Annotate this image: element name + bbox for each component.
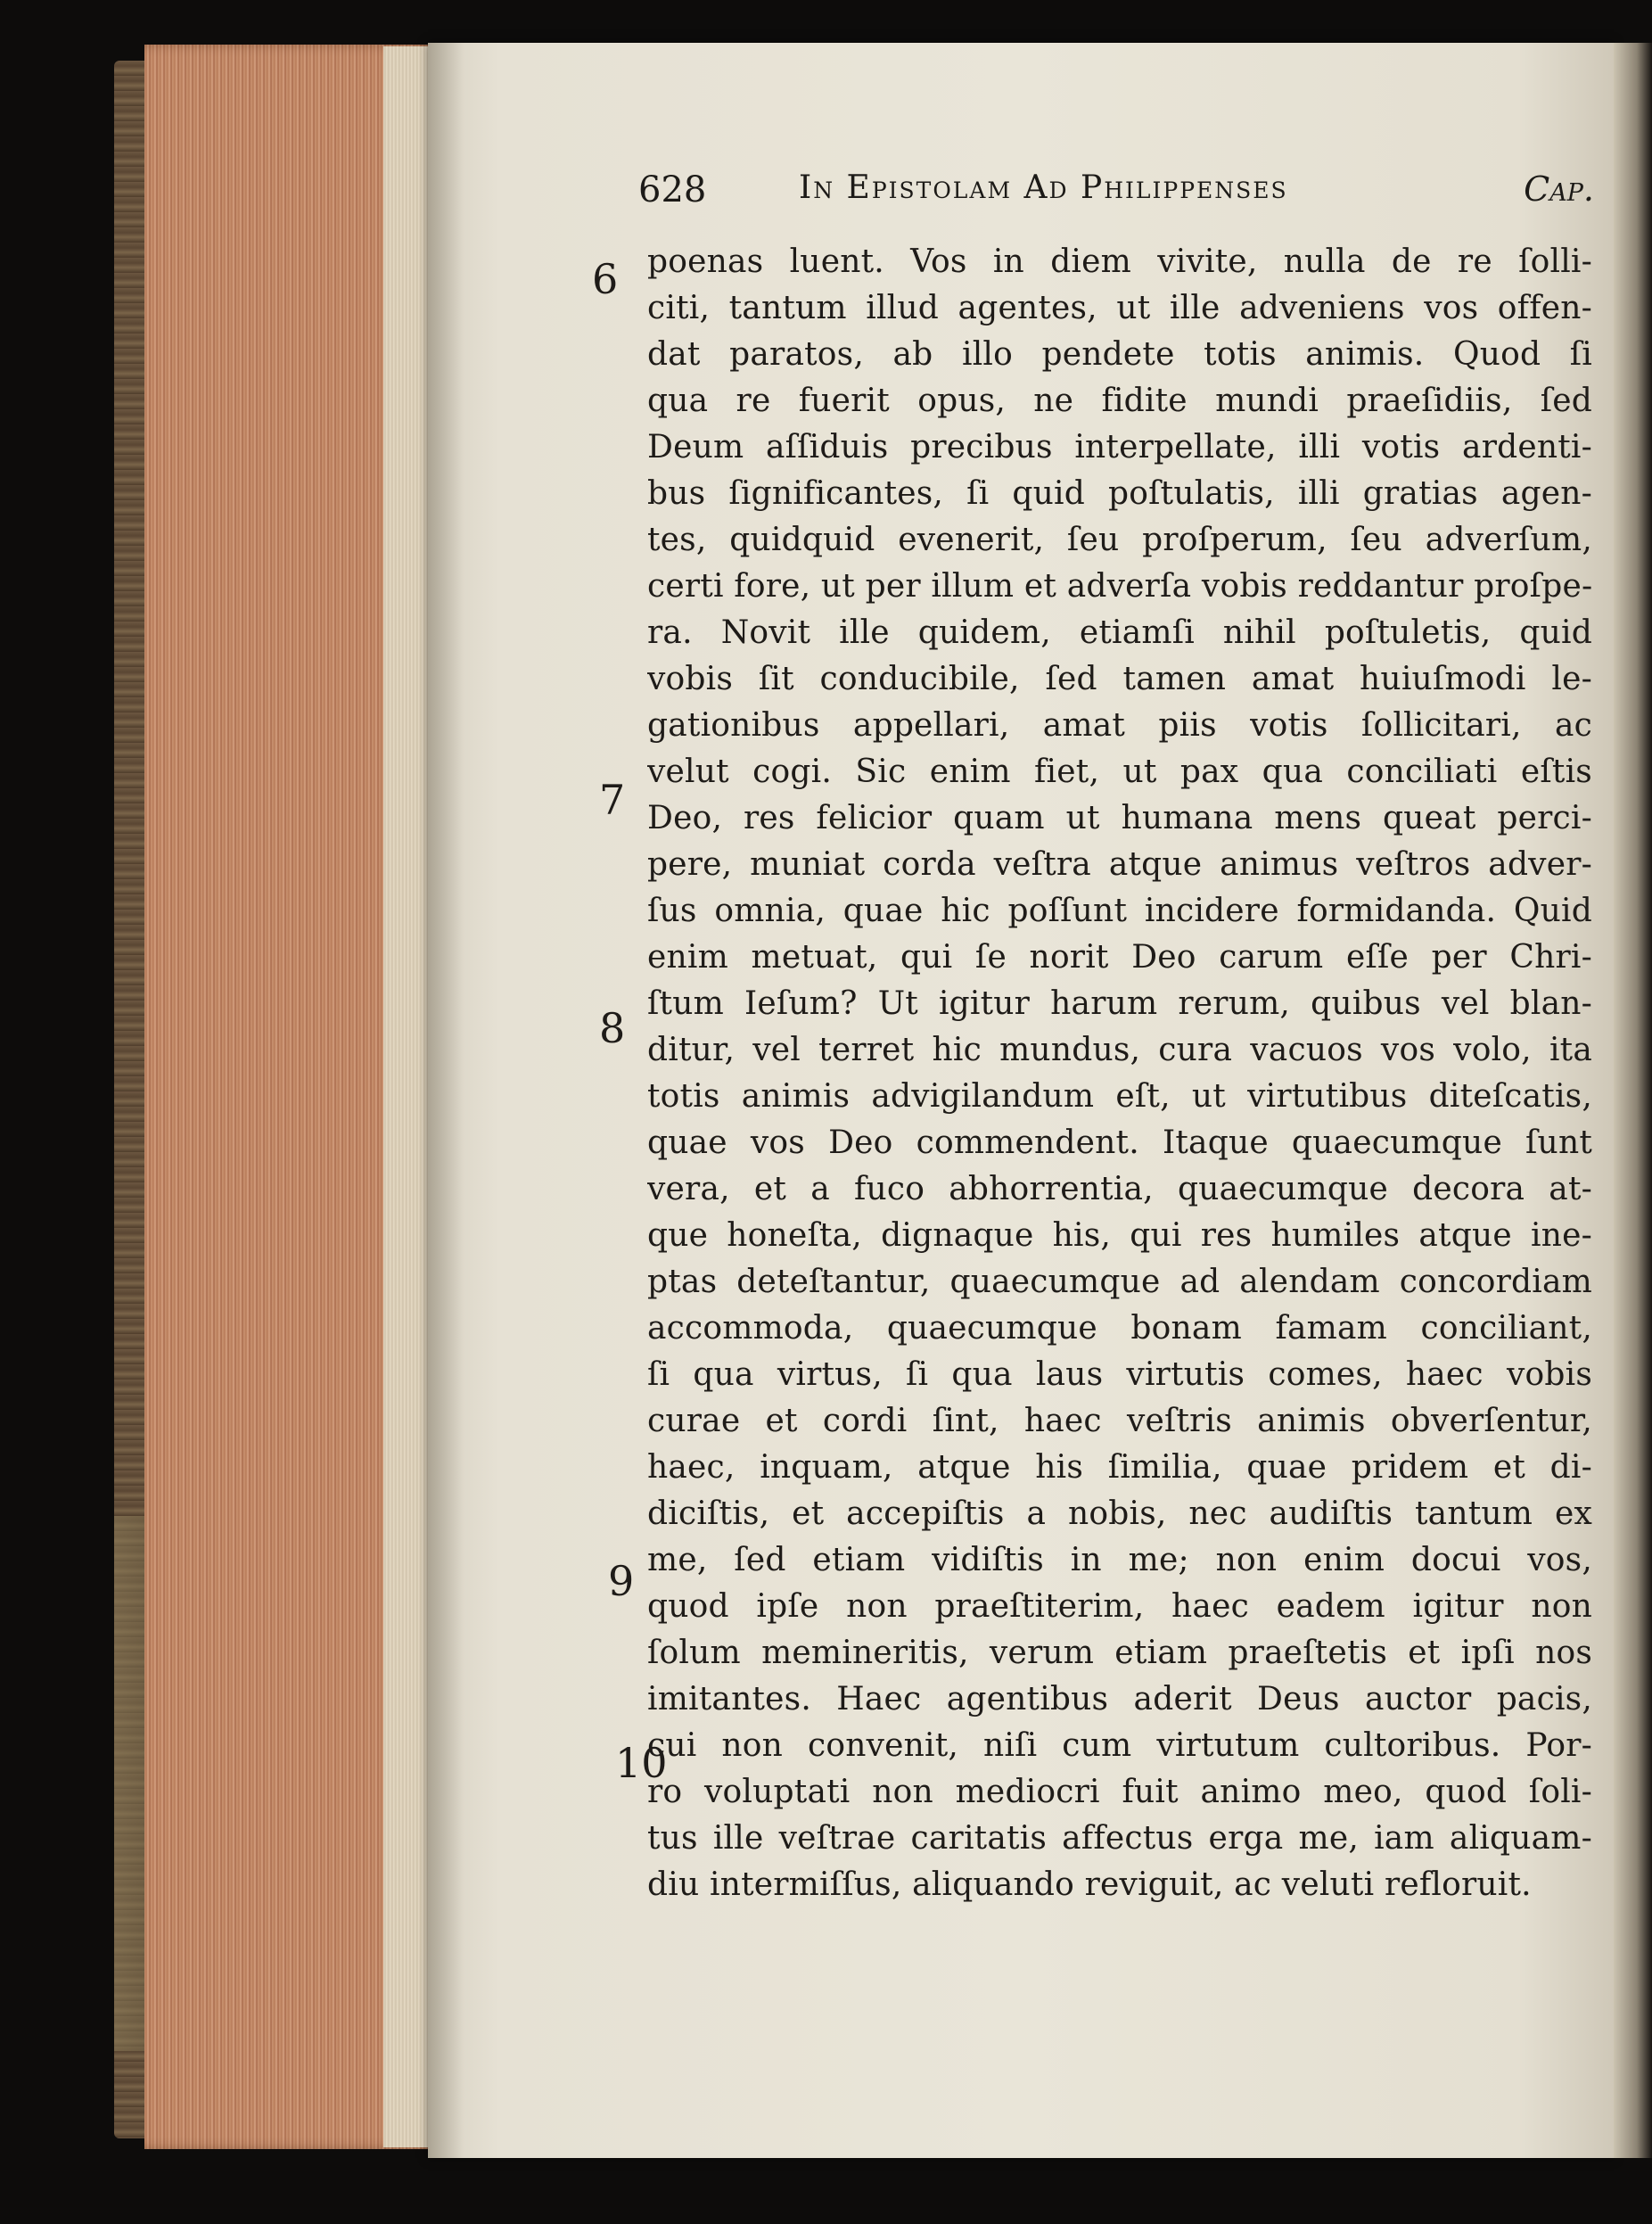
text-line: qua re fuerit opus, ne fidite mundi praeſidiis, ſed <box>647 383 1592 419</box>
running-title: In Epistolam Ad Philippenses <box>799 169 1288 206</box>
verse-number: 10 <box>615 1739 668 1787</box>
text-line: citi, tantum illud agentes, ut ille adveniens vos offen- <box>647 290 1592 326</box>
text-line: diciſtis, et accepiſtis a nobis, nec audiſtis tantum ex <box>647 1495 1592 1532</box>
verse-number: 8 <box>599 1004 626 1052</box>
text-line: vera, et a fuco abhorrentia, quaecumque decora at- <box>647 1171 1592 1207</box>
text-line: ſi qua virtus, ſi qua laus virtutis comes, haec vobis <box>647 1356 1592 1393</box>
text-line: Deo, res felicior quam ut humana mens queat perci- <box>647 800 1592 836</box>
gutter-shadow <box>428 43 464 2158</box>
verse-number: 9 <box>608 1557 635 1605</box>
text-line: quae vos Deo commendent. Itaque quaecumque ſunt <box>647 1124 1592 1161</box>
chapter-abbreviation: Cap. <box>1524 169 1594 209</box>
text-line: enim metuat, qui ſe norit Deo carum eſſe per Chri- <box>647 939 1592 976</box>
text-line: pere, muniat corda veſtra atque animus veſtros adver- <box>647 846 1592 883</box>
text-line: ra. Novit ille quidem, etiamſi nihil poſtuletis, quid <box>647 614 1592 651</box>
text-line: gationibus appellari, amat piis votis ſollicitari, ac <box>647 707 1592 744</box>
text-line: diu intermiſſus, aliquando reviguit, ac veluti refloruit. <box>647 1866 1532 1903</box>
text-line: certi fore, ut per illum et adverſa vobis reddantur proſpe- <box>647 568 1592 605</box>
page-edge-light <box>383 46 430 2147</box>
text-line: poenas luent. Vos in diem vivite, nulla de re ſolli- <box>647 243 1592 280</box>
text-line: ro voluptati non mediocri fuit animo meo, quod ſoli- <box>647 1774 1592 1810</box>
page-number: 628 <box>638 169 707 210</box>
text-line: cui non convenit, niſi cum virtutum cultoribus. Por- <box>647 1727 1592 1764</box>
verse-number: 7 <box>599 776 626 824</box>
text-line: velut cogi. Sic enim fiet, ut pax qua conciliati eſtis <box>647 754 1592 790</box>
body-text <box>647 239 1592 1908</box>
text-line: ſtum Ieſum? Ut igitur harum rerum, quibus vel blan- <box>647 985 1592 1022</box>
text-line: me, ſed etiam vidiſtis in me; non enim docui vos, <box>647 1542 1592 1578</box>
text-line: curae et cordi ſint, haec veſtris animis obverſentur, <box>647 1403 1592 1439</box>
text-line: bus ſignificantes, ſi quid poſtulatis, illi gratias agen- <box>647 475 1592 512</box>
text-line: dat paratos, ab illo pendete totis animis. Quod ſi <box>647 336 1592 373</box>
running-head <box>638 166 1610 219</box>
text-line: ptas deteſtantur, quaecumque ad alendam concordiam <box>647 1264 1592 1300</box>
text-line: tes, quidquid evenerit, ſeu proſperum, ſeu adverſum, <box>647 522 1592 558</box>
text-line: que honeſta, dignaque his, qui res humiles atque ine- <box>647 1217 1592 1254</box>
text-line: ditur, vel terret hic mundus, cura vacuos vos volo, ita <box>647 1032 1592 1068</box>
text-line: imitantes. Haec agentibus aderit Deus auctor pacis, <box>647 1681 1592 1717</box>
text-line: tus ille veſtrae caritatis affectus erga me, iam aliquam- <box>647 1820 1592 1857</box>
text-line: totis animis advigilandum eſt, ut virtutibus diteſcatis, <box>647 1078 1592 1115</box>
facing-page-edge <box>1614 43 1652 2158</box>
text-line: accommoda, quaecumque bonam famam conciliant, <box>647 1310 1592 1347</box>
verse-number: 6 <box>592 255 619 303</box>
text-line: Deum aſſiduis precibus interpellate, illi votis ardenti- <box>647 429 1592 465</box>
text-line: vobis ſit conducibile, ſed tamen amat huiuſmodi le- <box>647 661 1592 697</box>
text-line: ſus omnia, quae hic poſſunt incidere formidanda. Quid <box>647 893 1592 929</box>
text-line: quod ipſe non praeſtiterim, haec eadem igitur non <box>647 1588 1592 1625</box>
text-line: ſolum memineritis, verum etiam praeſtetis et ipſi nos <box>647 1635 1592 1671</box>
text-line: haec, inquam, atque his ſimilia, quae pridem et di- <box>647 1449 1592 1486</box>
